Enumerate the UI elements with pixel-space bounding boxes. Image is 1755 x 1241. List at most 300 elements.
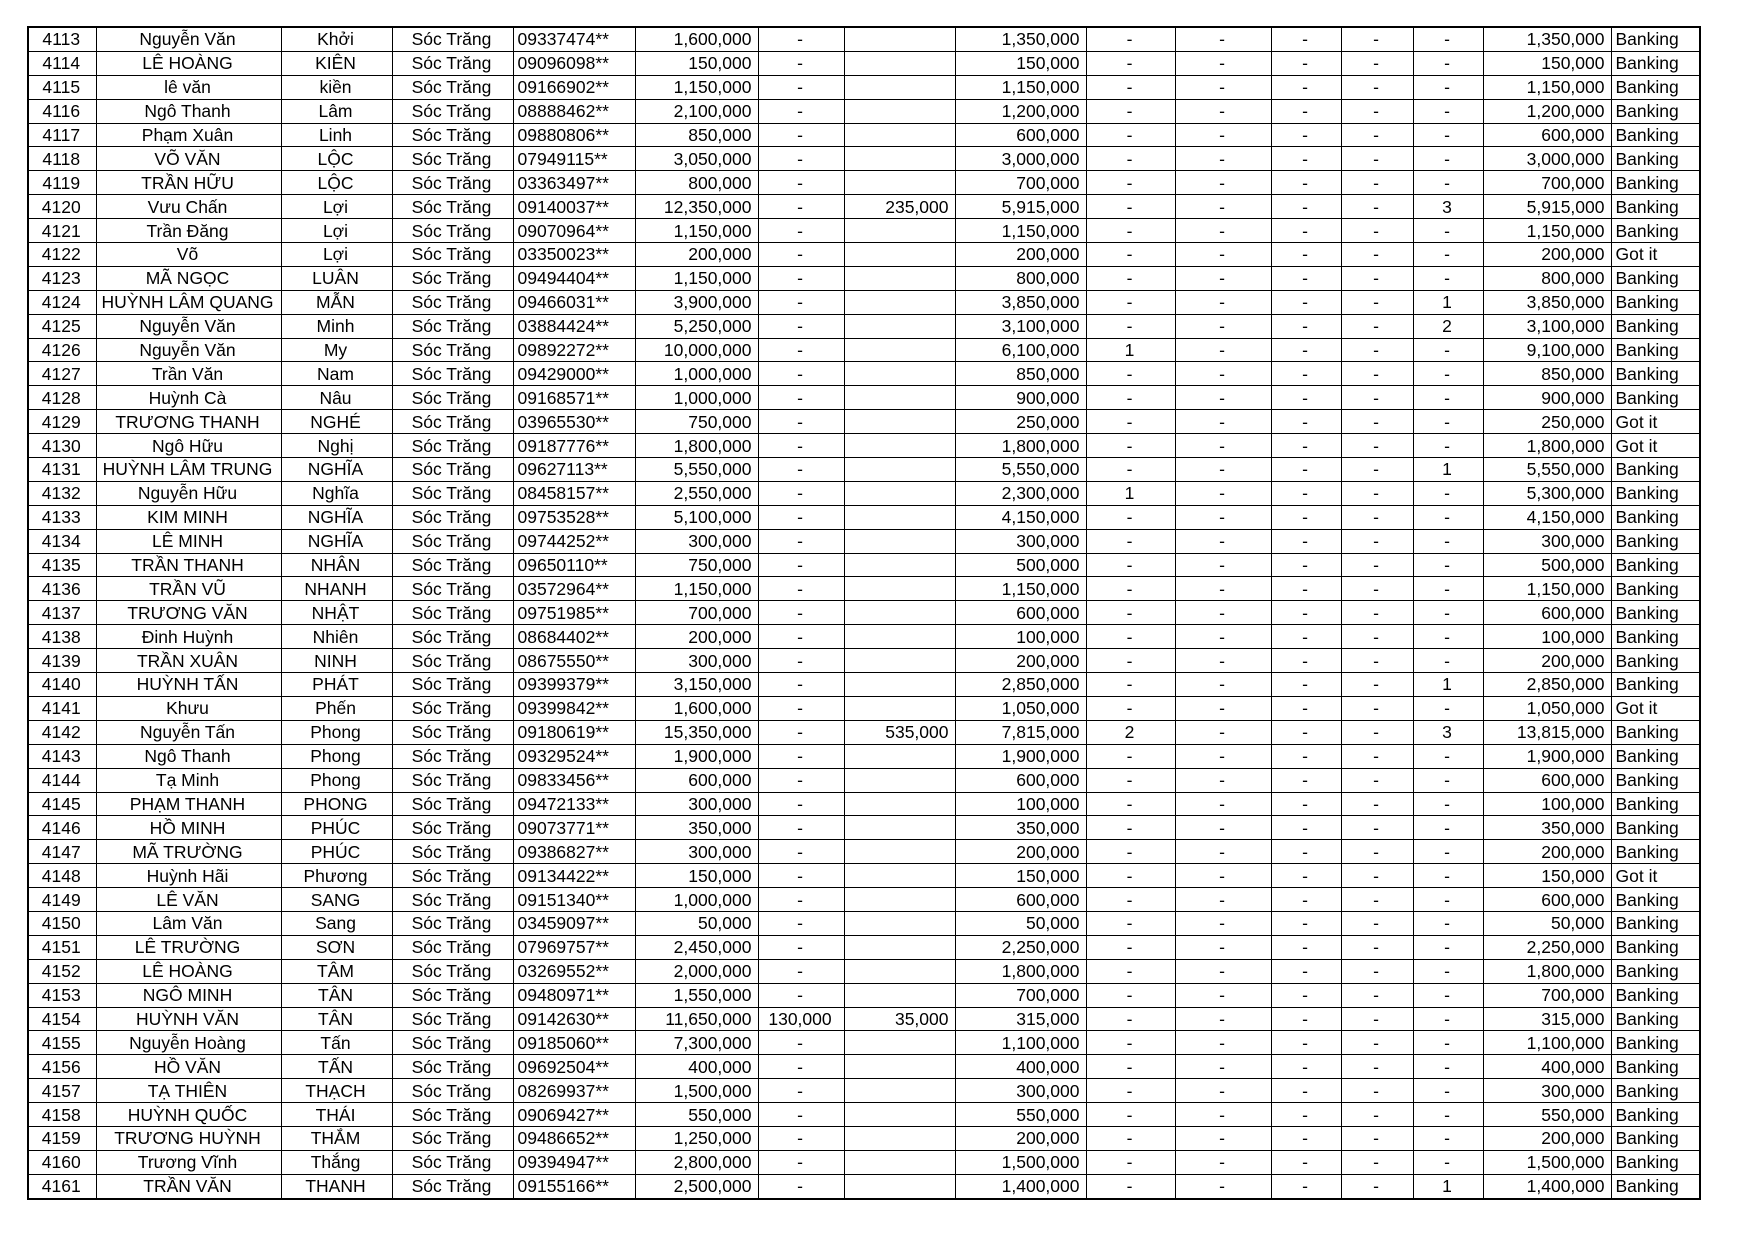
count-a-cell: -: [1086, 75, 1175, 99]
count-a-cell: -: [1086, 434, 1175, 458]
last-name-cell: HỒ VĂN: [96, 1055, 281, 1079]
amount-b-cell: [844, 816, 955, 840]
count-d-cell: -: [1341, 362, 1413, 386]
row-number-cell: 4116: [28, 99, 96, 123]
count-c-cell: -: [1271, 625, 1341, 649]
amount-b-cell: [844, 601, 955, 625]
amount-a-cell: -: [758, 458, 844, 482]
last-name-cell: Nguyễn Văn: [96, 314, 281, 338]
amount-a-cell: -: [758, 673, 844, 697]
payment-method-cell: Banking: [1611, 1150, 1700, 1174]
count-d-cell: -: [1341, 768, 1413, 792]
row-number-cell: 4154: [28, 1007, 96, 1031]
amount-b-cell: [844, 553, 955, 577]
amount-c-cell: 3,100,000: [955, 314, 1086, 338]
table-row: [28, 792, 1700, 816]
amount-c-cell: 5,550,000: [955, 458, 1086, 482]
amount-c-cell: 850,000: [955, 362, 1086, 386]
row-number-cell: 4135: [28, 553, 96, 577]
final-amount-cell: 800,000: [1483, 266, 1611, 290]
last-name-cell: KIM MINH: [96, 505, 281, 529]
province-cell: Sóc Trăng: [392, 840, 513, 864]
amount-c-cell: 1,050,000: [955, 696, 1086, 720]
table-row: [28, 696, 1700, 720]
first-name-cell: Nghĩa: [281, 481, 392, 505]
count-a-cell: -: [1086, 123, 1175, 147]
count-c-cell: -: [1271, 696, 1341, 720]
amount-b-cell: 535,000: [844, 720, 955, 744]
first-name-cell: SANG: [281, 888, 392, 912]
count-d-cell: -: [1341, 338, 1413, 362]
row-number-cell: 4126: [28, 338, 96, 362]
final-amount-cell: 1,400,000: [1483, 1174, 1611, 1198]
province-cell: Sóc Trăng: [392, 123, 513, 147]
count-b-cell: -: [1175, 911, 1271, 935]
count-a-cell: -: [1086, 625, 1175, 649]
phone-cell: 03965530**: [513, 410, 635, 434]
final-amount-cell: 150,000: [1483, 864, 1611, 888]
count-c-cell: -: [1271, 1150, 1341, 1174]
count-d-cell: -: [1341, 290, 1413, 314]
amount-b-cell: [844, 1103, 955, 1127]
count-a-cell: -: [1086, 553, 1175, 577]
count-b-cell: -: [1175, 625, 1271, 649]
count-b-cell: -: [1175, 888, 1271, 912]
payment-method-cell: Got it: [1611, 696, 1700, 720]
amount-b-cell: [844, 123, 955, 147]
count-e-cell: -: [1413, 696, 1483, 720]
count-b-cell: -: [1175, 935, 1271, 959]
last-name-cell: HUỲNH LÂM QUANG: [96, 290, 281, 314]
row-number-cell: 4113: [28, 27, 96, 51]
final-amount-cell: 1,900,000: [1483, 744, 1611, 768]
payment-method-cell: Banking: [1611, 1126, 1700, 1150]
count-d-cell: -: [1341, 1055, 1413, 1079]
phone-cell: 09466031**: [513, 290, 635, 314]
amount-b-cell: [844, 696, 955, 720]
last-name-cell: TRẦN THANH: [96, 553, 281, 577]
last-name-cell: HUỲNH QUỐC: [96, 1103, 281, 1127]
final-amount-cell: 1,150,000: [1483, 219, 1611, 243]
count-a-cell: -: [1086, 314, 1175, 338]
final-amount-cell: 4,150,000: [1483, 505, 1611, 529]
amount-c-cell: 3,850,000: [955, 290, 1086, 314]
amount-a-cell: -: [758, 362, 844, 386]
province-cell: Sóc Trăng: [392, 553, 513, 577]
count-c-cell: -: [1271, 434, 1341, 458]
amount-a-cell: -: [758, 601, 844, 625]
count-d-cell: -: [1341, 27, 1413, 51]
amount-a-cell: -: [758, 911, 844, 935]
table-row: [28, 505, 1700, 529]
payment-method-cell: Banking: [1611, 601, 1700, 625]
count-b-cell: -: [1175, 314, 1271, 338]
count-c-cell: -: [1271, 481, 1341, 505]
amount-a-cell: -: [758, 434, 844, 458]
table-row: [28, 171, 1700, 195]
count-c-cell: -: [1271, 864, 1341, 888]
amount-c-cell: 1,900,000: [955, 744, 1086, 768]
row-number-cell: 4114: [28, 51, 96, 75]
total-amount-cell: 15,350,000: [635, 720, 758, 744]
row-number-cell: 4137: [28, 601, 96, 625]
first-name-cell: Khởi: [281, 27, 392, 51]
phone-cell: 09399842**: [513, 696, 635, 720]
last-name-cell: Võ: [96, 243, 281, 267]
count-b-cell: -: [1175, 1174, 1271, 1198]
amount-b-cell: [844, 362, 955, 386]
count-b-cell: -: [1175, 505, 1271, 529]
count-c-cell: -: [1271, 744, 1341, 768]
total-amount-cell: 5,250,000: [635, 314, 758, 338]
phone-cell: 03269552**: [513, 959, 635, 983]
count-b-cell: -: [1175, 577, 1271, 601]
last-name-cell: Lâm Văn: [96, 911, 281, 935]
amount-c-cell: 1,350,000: [955, 27, 1086, 51]
count-d-cell: -: [1341, 147, 1413, 171]
last-name-cell: LÊ HOÀNG: [96, 959, 281, 983]
count-a-cell: -: [1086, 1150, 1175, 1174]
count-a-cell: 1: [1086, 338, 1175, 362]
final-amount-cell: 13,815,000: [1483, 720, 1611, 744]
count-a-cell: -: [1086, 147, 1175, 171]
count-b-cell: -: [1175, 266, 1271, 290]
province-cell: Sóc Trăng: [392, 1055, 513, 1079]
amount-a-cell: -: [758, 290, 844, 314]
count-b-cell: -: [1175, 243, 1271, 267]
amount-a-cell: -: [758, 744, 844, 768]
count-e-cell: -: [1413, 601, 1483, 625]
count-b-cell: -: [1175, 219, 1271, 243]
amount-b-cell: [844, 75, 955, 99]
row-number-cell: 4140: [28, 673, 96, 697]
payment-method-cell: Banking: [1611, 935, 1700, 959]
count-e-cell: -: [1413, 1079, 1483, 1103]
province-cell: Sóc Trăng: [392, 505, 513, 529]
last-name-cell: NGÔ MINH: [96, 983, 281, 1007]
province-cell: Sóc Trăng: [392, 983, 513, 1007]
table-row: [28, 1007, 1700, 1031]
count-a-cell: -: [1086, 888, 1175, 912]
province-cell: Sóc Trăng: [392, 792, 513, 816]
payment-method-cell: Banking: [1611, 171, 1700, 195]
final-amount-cell: 300,000: [1483, 529, 1611, 553]
amount-b-cell: [844, 338, 955, 362]
total-amount-cell: 5,100,000: [635, 505, 758, 529]
amount-b-cell: [844, 219, 955, 243]
amount-c-cell: 700,000: [955, 983, 1086, 1007]
count-a-cell: -: [1086, 529, 1175, 553]
amount-a-cell: -: [758, 410, 844, 434]
final-amount-cell: 1,150,000: [1483, 75, 1611, 99]
count-a-cell: -: [1086, 911, 1175, 935]
count-e-cell: -: [1413, 386, 1483, 410]
count-c-cell: -: [1271, 314, 1341, 338]
final-amount-cell: 1,350,000: [1483, 27, 1611, 51]
payment-method-cell: Banking: [1611, 99, 1700, 123]
table-row: [28, 27, 1700, 51]
amount-b-cell: [844, 171, 955, 195]
phone-cell: 09073771**: [513, 816, 635, 840]
total-amount-cell: 150,000: [635, 51, 758, 75]
amount-a-cell: -: [758, 51, 844, 75]
amount-a-cell: -: [758, 1055, 844, 1079]
amount-b-cell: [844, 410, 955, 434]
count-e-cell: -: [1413, 1126, 1483, 1150]
count-b-cell: -: [1175, 1055, 1271, 1079]
province-cell: Sóc Trăng: [392, 696, 513, 720]
count-c-cell: -: [1271, 529, 1341, 553]
amount-a-cell: -: [758, 219, 844, 243]
payment-method-cell: Banking: [1611, 51, 1700, 75]
count-b-cell: -: [1175, 673, 1271, 697]
table-row: [28, 147, 1700, 171]
total-amount-cell: 750,000: [635, 410, 758, 434]
total-amount-cell: 1,000,000: [635, 888, 758, 912]
count-e-cell: -: [1413, 410, 1483, 434]
count-e-cell: -: [1413, 840, 1483, 864]
count-b-cell: -: [1175, 1150, 1271, 1174]
count-e-cell: -: [1413, 243, 1483, 267]
count-d-cell: -: [1341, 243, 1413, 267]
count-b-cell: -: [1175, 195, 1271, 219]
payment-method-cell: Banking: [1611, 27, 1700, 51]
first-name-cell: PHÁT: [281, 673, 392, 697]
total-amount-cell: 3,050,000: [635, 147, 758, 171]
amount-b-cell: [844, 1150, 955, 1174]
phone-cell: 07949115**: [513, 147, 635, 171]
amount-b-cell: [844, 577, 955, 601]
final-amount-cell: 500,000: [1483, 553, 1611, 577]
total-amount-cell: 700,000: [635, 601, 758, 625]
phone-cell: 09692504**: [513, 1055, 635, 1079]
amount-a-cell: -: [758, 983, 844, 1007]
row-number-cell: 4158: [28, 1103, 96, 1127]
payment-method-cell: Banking: [1611, 1079, 1700, 1103]
count-e-cell: -: [1413, 625, 1483, 649]
amount-b-cell: [844, 386, 955, 410]
first-name-cell: Sang: [281, 911, 392, 935]
final-amount-cell: 600,000: [1483, 123, 1611, 147]
count-e-cell: -: [1413, 266, 1483, 290]
count-c-cell: -: [1271, 1031, 1341, 1055]
phone-cell: 03350023**: [513, 243, 635, 267]
table-row: [28, 625, 1700, 649]
final-amount-cell: 315,000: [1483, 1007, 1611, 1031]
first-name-cell: NHANH: [281, 577, 392, 601]
amount-a-cell: -: [758, 577, 844, 601]
amount-b-cell: 235,000: [844, 195, 955, 219]
first-name-cell: PHÚC: [281, 816, 392, 840]
count-d-cell: -: [1341, 1150, 1413, 1174]
table-row: [28, 1055, 1700, 1079]
payment-method-cell: Banking: [1611, 505, 1700, 529]
row-number-cell: 4128: [28, 386, 96, 410]
last-name-cell: Nguyễn Văn: [96, 338, 281, 362]
final-amount-cell: 1,150,000: [1483, 577, 1611, 601]
count-e-cell: -: [1413, 1031, 1483, 1055]
last-name-cell: Nguyễn Hoàng: [96, 1031, 281, 1055]
province-cell: Sóc Trăng: [392, 1079, 513, 1103]
last-name-cell: Trần Đăng: [96, 219, 281, 243]
first-name-cell: NINH: [281, 649, 392, 673]
payment-method-cell: Got it: [1611, 410, 1700, 434]
payment-method-cell: Banking: [1611, 219, 1700, 243]
count-b-cell: -: [1175, 1126, 1271, 1150]
count-a-cell: -: [1086, 195, 1175, 219]
count-d-cell: -: [1341, 266, 1413, 290]
count-b-cell: -: [1175, 27, 1271, 51]
phone-cell: 09494404**: [513, 266, 635, 290]
amount-c-cell: 1,200,000: [955, 99, 1086, 123]
province-cell: Sóc Trăng: [392, 51, 513, 75]
count-d-cell: -: [1341, 673, 1413, 697]
final-amount-cell: 1,500,000: [1483, 1150, 1611, 1174]
first-name-cell: PHÚC: [281, 840, 392, 864]
table-row: [28, 888, 1700, 912]
row-number-cell: 4153: [28, 983, 96, 1007]
phone-cell: 09833456**: [513, 768, 635, 792]
count-c-cell: -: [1271, 27, 1341, 51]
table-row: [28, 1126, 1700, 1150]
last-name-cell: Phạm Xuân: [96, 123, 281, 147]
phone-cell: 03459097**: [513, 911, 635, 935]
phone-cell: 09399379**: [513, 673, 635, 697]
amount-b-cell: [844, 314, 955, 338]
amount-b-cell: [844, 1126, 955, 1150]
amount-c-cell: 3,000,000: [955, 147, 1086, 171]
total-amount-cell: 1,800,000: [635, 434, 758, 458]
amount-a-cell: -: [758, 147, 844, 171]
payment-method-cell: Banking: [1611, 1031, 1700, 1055]
first-name-cell: Nam: [281, 362, 392, 386]
count-b-cell: -: [1175, 386, 1271, 410]
count-d-cell: -: [1341, 888, 1413, 912]
count-b-cell: -: [1175, 1079, 1271, 1103]
amount-c-cell: 1,800,000: [955, 959, 1086, 983]
row-number-cell: 4130: [28, 434, 96, 458]
final-amount-cell: 3,850,000: [1483, 290, 1611, 314]
count-c-cell: -: [1271, 1007, 1341, 1031]
final-amount-cell: 150,000: [1483, 51, 1611, 75]
row-number-cell: 4144: [28, 768, 96, 792]
amount-b-cell: [844, 1031, 955, 1055]
payment-method-cell: Banking: [1611, 529, 1700, 553]
amount-b-cell: [844, 840, 955, 864]
first-name-cell: Phương: [281, 864, 392, 888]
count-d-cell: -: [1341, 171, 1413, 195]
count-b-cell: -: [1175, 983, 1271, 1007]
row-number-cell: 4122: [28, 243, 96, 267]
amount-c-cell: 200,000: [955, 649, 1086, 673]
total-amount-cell: 1,150,000: [635, 219, 758, 243]
count-e-cell: -: [1413, 864, 1483, 888]
count-c-cell: -: [1271, 99, 1341, 123]
count-a-cell: -: [1086, 1055, 1175, 1079]
province-cell: Sóc Trăng: [392, 625, 513, 649]
province-cell: Sóc Trăng: [392, 290, 513, 314]
payment-method-cell: Banking: [1611, 888, 1700, 912]
final-amount-cell: 200,000: [1483, 1126, 1611, 1150]
row-number-cell: 4138: [28, 625, 96, 649]
count-b-cell: -: [1175, 792, 1271, 816]
count-e-cell: -: [1413, 1007, 1483, 1031]
count-b-cell: -: [1175, 553, 1271, 577]
payment-method-cell: Got it: [1611, 434, 1700, 458]
table-row: [28, 434, 1700, 458]
phone-cell: 07969757**: [513, 935, 635, 959]
payment-method-cell: Banking: [1611, 75, 1700, 99]
row-number-cell: 4123: [28, 266, 96, 290]
count-a-cell: -: [1086, 27, 1175, 51]
row-number-cell: 4159: [28, 1126, 96, 1150]
table-row: [28, 1079, 1700, 1103]
final-amount-cell: 1,100,000: [1483, 1031, 1611, 1055]
count-e-cell: 2: [1413, 314, 1483, 338]
count-b-cell: -: [1175, 744, 1271, 768]
count-a-cell: -: [1086, 935, 1175, 959]
last-name-cell: Ngô Hữu: [96, 434, 281, 458]
amount-c-cell: 1,150,000: [955, 75, 1086, 99]
total-amount-cell: 300,000: [635, 649, 758, 673]
count-d-cell: -: [1341, 911, 1413, 935]
count-a-cell: -: [1086, 51, 1175, 75]
row-number-cell: 4145: [28, 792, 96, 816]
last-name-cell: Nguyễn Văn: [96, 27, 281, 51]
count-a-cell: -: [1086, 505, 1175, 529]
amount-b-cell: [844, 1079, 955, 1103]
count-d-cell: -: [1341, 75, 1413, 99]
table-row: [28, 1150, 1700, 1174]
count-a-cell: -: [1086, 99, 1175, 123]
first-name-cell: NGHĨA: [281, 529, 392, 553]
phone-cell: 09753528**: [513, 505, 635, 529]
count-d-cell: -: [1341, 935, 1413, 959]
final-amount-cell: 2,850,000: [1483, 673, 1611, 697]
phone-cell: 08888462**: [513, 99, 635, 123]
amount-b-cell: [844, 27, 955, 51]
province-cell: Sóc Trăng: [392, 243, 513, 267]
province-cell: Sóc Trăng: [392, 338, 513, 362]
count-d-cell: -: [1341, 99, 1413, 123]
amount-c-cell: 1,800,000: [955, 434, 1086, 458]
last-name-cell: HUỲNH VĂN: [96, 1007, 281, 1031]
first-name-cell: SƠN: [281, 935, 392, 959]
count-c-cell: -: [1271, 1079, 1341, 1103]
amount-a-cell: -: [758, 75, 844, 99]
table-row: [28, 338, 1700, 362]
count-c-cell: -: [1271, 720, 1341, 744]
amount-a-cell: -: [758, 27, 844, 51]
amount-b-cell: 35,000: [844, 1007, 955, 1031]
count-b-cell: -: [1175, 458, 1271, 482]
amount-a-cell: -: [758, 338, 844, 362]
table-body: [28, 27, 1700, 1199]
amount-b-cell: [844, 147, 955, 171]
count-a-cell: -: [1086, 219, 1175, 243]
amount-c-cell: 500,000: [955, 553, 1086, 577]
payment-method-cell: Banking: [1611, 959, 1700, 983]
count-d-cell: -: [1341, 649, 1413, 673]
last-name-cell: Đinh Huỳnh: [96, 625, 281, 649]
count-e-cell: -: [1413, 219, 1483, 243]
amount-c-cell: 300,000: [955, 1079, 1086, 1103]
amount-a-cell: -: [758, 1150, 844, 1174]
first-name-cell: Nhiên: [281, 625, 392, 649]
amount-c-cell: 700,000: [955, 171, 1086, 195]
final-amount-cell: 1,800,000: [1483, 959, 1611, 983]
last-name-cell: TẠ THIÊN: [96, 1079, 281, 1103]
